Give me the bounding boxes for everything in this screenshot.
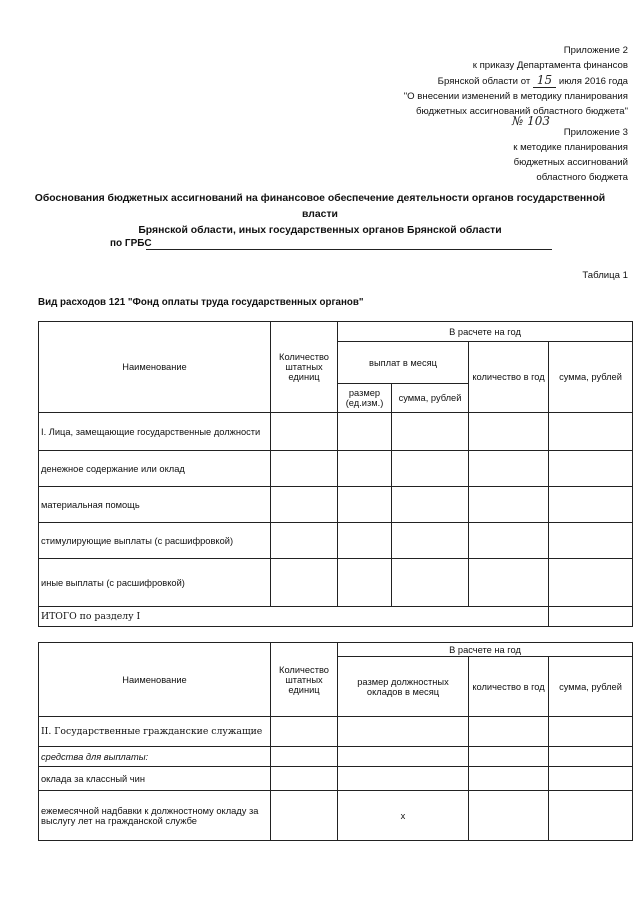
order-title-line-1: "О внесении изменений в методику планирования — [403, 91, 628, 102]
t2-cell — [469, 747, 549, 767]
t1-cell — [338, 413, 392, 451]
title-line-2: Брянской области, иных государственных органов Брянской области — [138, 225, 502, 236]
t2-cell — [469, 717, 549, 747]
expense-type-heading: Вид расходов 121 "Фонд оплаты труда государственных органов" — [38, 297, 364, 308]
t1-cell — [469, 523, 549, 559]
t2-header-sum-year: сумма, рублей — [549, 657, 633, 717]
t1-header-qty-year: количество в год — [469, 342, 549, 413]
table-section-2 — [38, 642, 633, 841]
handwritten-order-number: № 103 — [511, 114, 550, 128]
order-date-line — [438, 74, 628, 88]
t1-row-label: денежное содержание или оклад — [39, 451, 271, 487]
t1-cell — [338, 487, 392, 523]
appendix-2-label: Приложение 2 — [563, 45, 628, 56]
date-suffix: июля 2016 года — [558, 76, 628, 87]
t1-header-per-year: В расчете на год — [338, 322, 633, 342]
t1-cell — [392, 487, 469, 523]
date-prefix: Брянской области от — [437, 76, 531, 87]
t1-row-label: стимулирующие выплаты (с расшифровкой) — [39, 523, 271, 559]
t1-total-sum — [549, 607, 633, 627]
t1-cell — [271, 523, 338, 559]
title-line-1: Обоснования бюджетных ассигнований на финансовое обеспечение деятельности органов государственной власти — [34, 193, 606, 220]
method-reference-3: областного бюджета — [536, 172, 628, 183]
handwritten-day: 15 — [533, 74, 556, 88]
t1-cell — [338, 523, 392, 559]
t1-cell — [469, 451, 549, 487]
grbs-fill-line — [146, 249, 552, 250]
t2-header-qty-year: количество в год — [469, 657, 549, 717]
t1-header-size: размер (ед.изм.) — [338, 384, 392, 413]
t1-cell — [271, 451, 338, 487]
t1-cell — [392, 523, 469, 559]
t2-header-salary: размер должностных окладов в месяц — [338, 657, 469, 717]
document-title — [20, 191, 620, 239]
t2-cell — [271, 791, 338, 841]
t1-cell — [392, 451, 469, 487]
t2-row-label: II. Государственные гражданские служащие — [39, 717, 271, 747]
t2-cell — [549, 767, 633, 791]
t1-row-label: иные выплаты (с расшифровкой) — [39, 559, 271, 607]
t1-cell — [392, 413, 469, 451]
table-number-label: Таблица 1 — [582, 270, 628, 281]
t2-cell — [338, 767, 469, 791]
t1-cell — [469, 559, 549, 607]
order-title-line-2: бюджетных ассигнований областного бюджета" — [416, 106, 628, 117]
t1-cell — [549, 559, 633, 607]
t1-cell — [549, 413, 633, 451]
t2-cell — [271, 717, 338, 747]
t2-cell — [469, 767, 549, 791]
t1-cell — [469, 487, 549, 523]
t1-total-label: ИТОГО по разделу I — [39, 607, 549, 627]
t1-cell — [271, 559, 338, 607]
t1-cell — [338, 451, 392, 487]
t1-header-count: Количество штатных единиц — [271, 322, 338, 413]
method-reference-2: бюджетных ассигнований — [513, 157, 628, 168]
t1-header-name: Наименование — [39, 322, 271, 413]
table-section-1 — [38, 321, 633, 627]
t2-cell — [338, 747, 469, 767]
t1-cell — [271, 413, 338, 451]
t1-cell — [392, 559, 469, 607]
t2-cell — [271, 747, 338, 767]
method-reference-1: к методике планирования — [513, 142, 628, 153]
t1-header-sum-year: сумма, рублей — [549, 342, 633, 413]
t2-cell — [549, 747, 633, 767]
t2-cell — [549, 717, 633, 747]
t2-header-name: Наименование — [39, 643, 271, 717]
t1-row-label: I. Лица, замещающие государственные должности — [39, 413, 271, 451]
t2-header-per-year: В расчете на год — [338, 643, 633, 657]
t2-header-count: Количество штатных единиц — [271, 643, 338, 717]
t1-cell — [549, 523, 633, 559]
grbs-label: по ГРБС — [110, 238, 152, 249]
t1-cell — [338, 559, 392, 607]
t1-cell — [549, 487, 633, 523]
t2-cell — [469, 791, 549, 841]
t2-row-label: средства для выплаты: — [39, 747, 271, 767]
t2-cell — [338, 717, 469, 747]
appendix-3-label: Приложение 3 — [563, 127, 628, 138]
t2-cell — [271, 767, 338, 791]
t1-cell — [469, 413, 549, 451]
order-reference: к приказу Департамента финансов — [472, 60, 628, 71]
t1-cell — [271, 487, 338, 523]
t1-row-label: материальная помощь — [39, 487, 271, 523]
t1-cell — [549, 451, 633, 487]
t1-header-sum-month: сумма, рублей — [392, 384, 469, 413]
t2-row-label: оклада за классный чин — [39, 767, 271, 791]
t2-cell — [549, 791, 633, 841]
t2-row-label: ежемесячной надбавки к должностному окладу за выслугу лет на гражданской службе — [39, 791, 271, 841]
t2-x-mark: x — [338, 791, 469, 841]
t1-header-monthly: выплат в месяц — [338, 342, 469, 384]
